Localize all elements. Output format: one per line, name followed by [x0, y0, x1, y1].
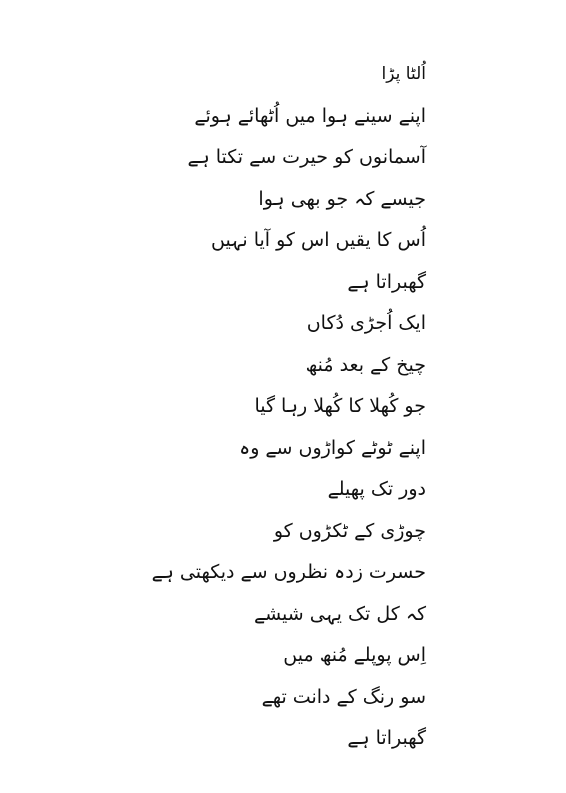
poem-line: کہ کل تک یہی شیشے: [253, 602, 426, 625]
poem-line: جیسے کہ جو بھی ہوا: [258, 187, 426, 210]
poem-title: اُلٹا پڑا: [381, 64, 426, 84]
poem: [126, 54, 426, 760]
poem-line: سو رنگ کے دانت تھے: [261, 685, 426, 708]
poem-line: اُس کا یقیں اس کو آیا نہیں: [211, 229, 426, 251]
poem-line: اپنے سینے ہوا میں اُٹھائے ہوئے: [194, 104, 426, 127]
poem-line: گھبراتا ہے: [347, 270, 426, 293]
poem-line: گھبراتا ہے: [347, 727, 426, 749]
poem-line: ایک اُجڑی دُکاں: [306, 312, 426, 334]
poem-line: جو کُھلا کا کُھلا رہا گیا: [254, 395, 426, 417]
poem-line: اِس پوپلے مُنھ میں: [283, 644, 426, 666]
poem-line: چوڑی کے ٹکڑوں کو: [273, 519, 426, 542]
poem-line: دور تک پھیلے: [327, 478, 426, 500]
poem-line: آسمانوں کو حیرت سے تکتا ہے: [187, 146, 426, 168]
poem-line: اپنے ٹوٹے کواڑوں سے وہ: [239, 436, 426, 459]
poem-line: حسرت زدہ نظروں سے دیکھتی ہے: [151, 561, 426, 583]
poem-line: چیخ کے بعد مُنھ: [305, 353, 426, 376]
